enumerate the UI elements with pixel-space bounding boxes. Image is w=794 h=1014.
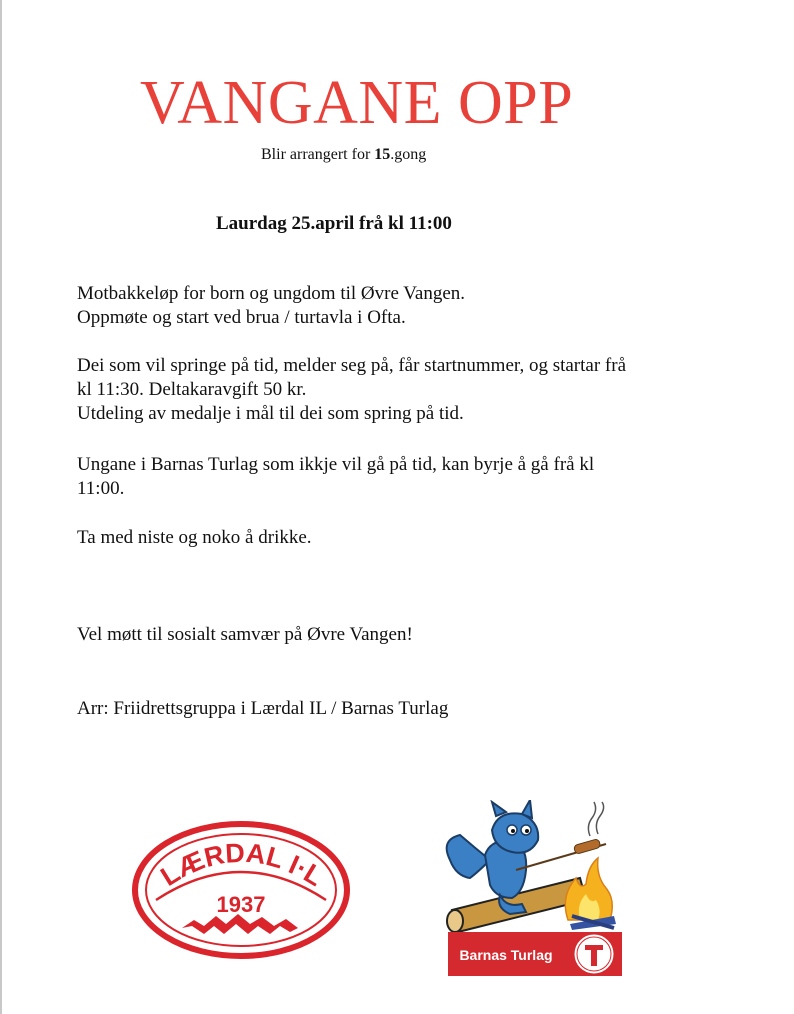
text-line: Motbakkeløp for born og ungdom til Øvre Vangen. [77, 283, 466, 304]
subtitle-prefix: Blir arrangert for [261, 146, 375, 163]
text-line: Vel møtt til sosialt samvær på Øvre Vangen! [77, 624, 413, 645]
page-title: VANGANE OPP [140, 69, 574, 137]
paragraph-registration [77, 354, 626, 426]
paragraph-food [77, 526, 312, 550]
subtitle-suffix: .gong [390, 146, 427, 163]
text-line: 11:00. [77, 478, 125, 499]
page-edge [0, 0, 2, 1014]
text-line: Arr: Friidrettsgruppa i Lærdal IL / Barnas Turlag [77, 698, 449, 719]
event-date: Laurdag 25.april frå kl 11:00 [216, 213, 452, 234]
text-line: Utdeling av medalje i mål til dei som spring på tid. [77, 403, 464, 424]
text-line: kl 11:30. Deltakaravgift 50 kr. [77, 379, 307, 400]
paragraph-intro [77, 282, 465, 330]
subtitle-number: 15 [374, 146, 391, 163]
text-line: Oppmøte og start ved brua / turtavla i Ofta. [77, 307, 406, 328]
paragraph-children [77, 453, 594, 501]
laerdal-logo-graphic [130, 818, 352, 963]
text-line: Dei som vil springe på tid, melder seg på, får startnummer, og startar frå [77, 355, 627, 376]
text-line: Ta med niste og noko å drikke. [77, 527, 312, 548]
laerdal-il-logo [130, 818, 352, 963]
turlag-label: Barnas Turlag [459, 947, 553, 963]
paragraph-organizer [77, 697, 448, 721]
text-line: Ungane i Barnas Turlag som ikkje vil gå på tid, kan byrje å gå frå kl [77, 454, 595, 475]
paragraph-welcome [77, 623, 413, 647]
subtitle [261, 146, 426, 164]
logo-year: 1937 [216, 892, 266, 917]
barnas-turlag-logo [430, 800, 622, 980]
barnas-turlag-graphic [430, 800, 622, 980]
logo-name: LÆRDAL I·L [155, 837, 329, 893]
